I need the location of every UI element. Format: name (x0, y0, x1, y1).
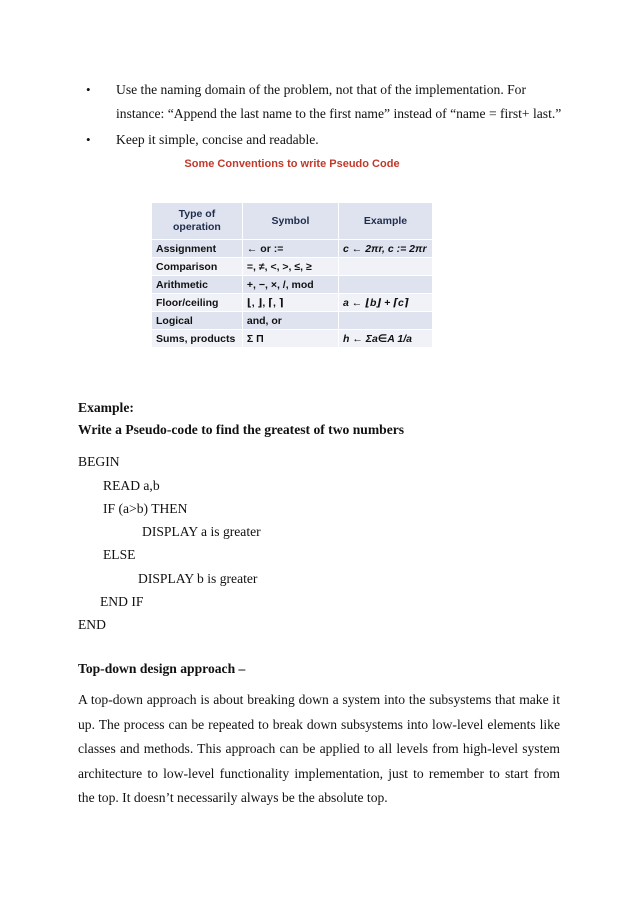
table-cell: =, ≠, <, >, ≤, ≥ (242, 258, 338, 276)
column-header: Example (339, 203, 433, 240)
table-row (152, 276, 433, 294)
table-row (152, 258, 433, 276)
table-cell (339, 258, 433, 276)
table-cell: c ← 2πr, c := 2πr (339, 240, 433, 258)
bullet-icon: • (86, 132, 91, 147)
table-cell: and, or (242, 312, 338, 330)
list-item-text: Use the naming domain of the problem, not that of the implementation. For instance: “Append the last name to the first name” instead of “name = first+ last.” (116, 82, 562, 121)
table-row (152, 312, 433, 330)
code-line: DISPLAY b is greater (138, 571, 258, 586)
list-item (84, 78, 564, 126)
conventions-table (151, 202, 433, 348)
example-heading: Example: (78, 400, 134, 415)
table-row (152, 330, 433, 348)
section-paragraph: A top-down approach is about breaking down a system into the subsystems that make it up. The process can be repeated to break down subsystems into low-level elements like classes and methods. This approach can be applied to all levels from high-level system architecture to low-level functionality implementation, just to remember to start from the top. It doesn’t necessarily always be the absolute top. (78, 692, 560, 805)
code-line: READ a,b (103, 478, 160, 493)
table-cell: +, −, ×, /, mod (242, 276, 338, 294)
code-line: BEGIN (78, 454, 120, 469)
guideline-list (84, 78, 564, 154)
figure-title: Some Conventions to write Pseudo Code (184, 158, 400, 170)
table-cell: Logical (152, 312, 243, 330)
bullet-icon: • (86, 82, 91, 97)
list-item (84, 128, 564, 152)
table-cell: Assignment (152, 240, 243, 258)
example-subheading: Write a Pseudo-code to find the greatest of two numbers (78, 422, 405, 437)
section-heading: Top-down design approach – (78, 661, 246, 676)
table-cell: Comparison (152, 258, 243, 276)
table-row (152, 294, 433, 312)
column-header: Symbol (242, 203, 338, 240)
table-cell: Σ Π (242, 330, 338, 348)
table-cell (339, 276, 433, 294)
table-cell: Sums, products (152, 330, 243, 348)
table-cell (339, 312, 433, 330)
list-item-text: Keep it simple, concise and readable. (116, 132, 319, 147)
column-header: Type of operation (152, 203, 243, 240)
code-line: IF (a>b) THEN (103, 501, 188, 516)
table-row (152, 240, 433, 258)
table-cell: ⌊, ⌋, ⌈, ⌉ (242, 294, 338, 312)
table-cell: ← or := (242, 240, 338, 258)
table-cell: Floor/ceiling (152, 294, 243, 312)
table-cell: h ← Σa∈A 1/a (339, 330, 433, 348)
code-line: DISPLAY a is greater (142, 524, 261, 539)
code-line: ELSE (103, 547, 136, 562)
code-line: END IF (100, 594, 144, 609)
table-cell: Arithmetic (152, 276, 243, 294)
code-line: END (78, 617, 106, 632)
table-cell: a ← ⌊b⌋ + ⌈c⌉ (339, 294, 433, 312)
